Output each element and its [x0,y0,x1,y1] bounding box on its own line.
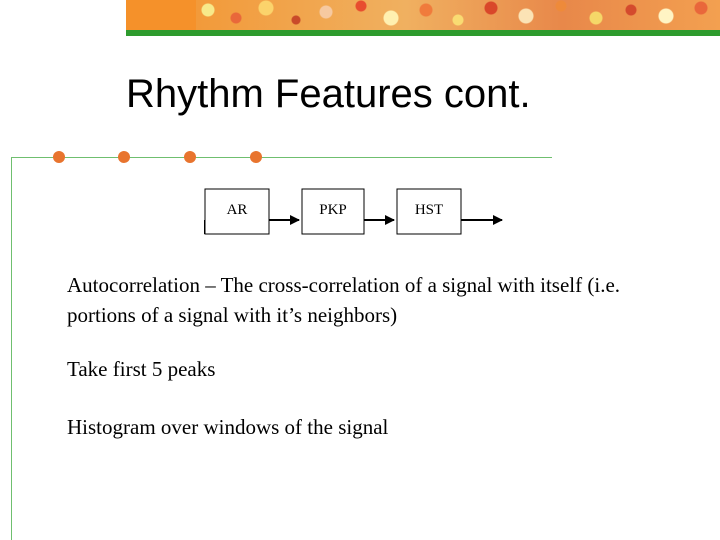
paragraph-peaks: Take first 5 peaks [67,357,216,381]
paragraph-autocorrelation: Autocorrelation – The cross-correlation of a signal with itself (i.e. portions of a signal with it’s neighbors) [67,273,621,327]
banner-flower-image [196,0,720,30]
slide-body [67,270,627,439]
rule-dot [250,151,262,163]
signal-flow-diagram [196,182,516,242]
block-label-pkp: PKP [319,202,347,218]
header-banner [126,0,720,36]
slide-title: Rhythm Features cont. [126,72,531,116]
block-label-ar: AR [226,202,248,218]
rule-dot [118,151,130,163]
paragraph-histogram: Histogram over windows of the signal [67,415,389,439]
banner-green-stripe [126,30,720,36]
left-vertical-rule [11,157,12,540]
title-underline-rule [11,157,552,158]
rule-dot [53,151,65,163]
block-label-hst: HST [414,202,444,218]
rule-dot [184,151,196,163]
